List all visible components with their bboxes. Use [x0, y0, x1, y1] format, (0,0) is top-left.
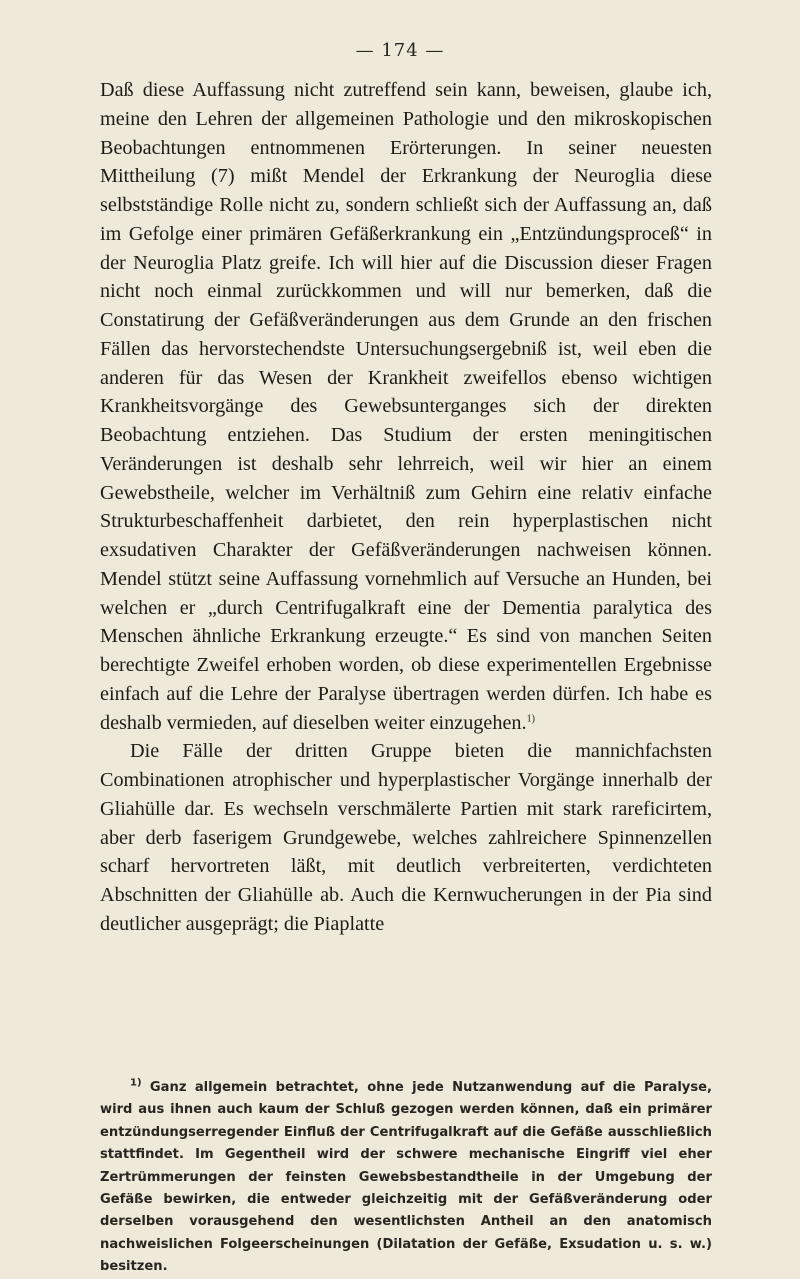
paragraph-2: Die Fälle der dritten Gruppe bieten die mannichfachsten Combinationen atrophischer und hyperplastischer Vorgänge innerhalb der Gliahülle dar. Es wechseln verschmälerte Partien mit stark rareficirtem, aber derb faserigem Grundgewebe, welches zahlreichere Spinnenzellen scharf hervortreten läßt, mit deutlich verbreiterten, verdichteten Abschnitten der Gliahülle ab. Auch die Kernwucherungen in der Pia sind deutlicher ausgeprägt; die Piaplatte	[100, 740, 712, 935]
paragraph-1-text: Daß diese Auffassung nicht zutreffend sein kann, beweisen, glaube ich, meine den Lehren der allgemeinen Pathologie und den mikroskopischen Beobachtungen entnommenen Erörterungen. In seiner neuesten Mittheilung (7) mißt Mendel der Erkrankung der Neuroglia diese selbstständige Rolle nicht zu, sondern schließt sich der Auffassung an, daß im Gefolge einer primären Gefäßerkrankung ein „Entzündungsproceß“ in der Neuroglia Platz greife. Ich will hier auf die Discussion dieser Fragen nicht noch einmal zurückkommen und will nur bemerken, daß die Constatirung der Gefäßveränderungen aus dem Grunde an den frischen Fällen das hervorstechendste Untersuchungsergebniß ist, weil eben die anderen für das Wesen der Krankheit zweifellos ebenso wichtigen Krankheitsvorgänge des Gewebsunterganges sich der direkten Beobachtung entziehen. Das Studium der ersten meningitischen Veränderungen ist deshalb sehr lehrreich, weil wir hier an einem Gewebstheile, welcher im Verhältniß zum Gehirn eine relativ einfache Strukturbeschaffenheit darbietet, den rein hyperplastischen nicht exsudativen Charakter der Gefäßveränderungen nachweisen können. Mendel stützt seine Auffassung vornehmlich auf Versuche an Hunden, bei welchen er „durch Centrifugalkraft eine der Dementia paralytica des Menschen ähnliche Erkrankung erzeugte.“ Es sind von manchen Seiten berechtigte Zweifel erhoben worden, ob diese experimentellen Ergebnisse einfach auf die Lehre der Paralyse übertragen werden dürfen. Ich habe es deshalb vermieden, auf dieselben weiter einzugehen.	[100, 79, 712, 734]
paragraph-1	[100, 76, 712, 737]
footnote-reference: 1)	[526, 712, 535, 724]
main-text	[100, 76, 712, 939]
footnote	[100, 1077, 712, 1279]
footnote-text: Ganz allgemein betrachtet, ohne jede Nutzanwendung auf die Paralyse, wird aus ihnen auch kaum der Schluß gezogen werden können, daß ein primärer entzündungserregender Einfluß der Centrifugalkraft auf die Gefäße ausschließlich stattfindet. Im Gegentheil wird der schwere mechanische Eingriff viel eher Zertrümmerungen der feinsten Gewebsbestandtheile in der Umgebung der Gefäße bewirken, die entweder gleichzeitig mit der Gefäßveränderung oder derselben vorausgehend den wesentlichsten Antheil an den anatomisch nachweislichen Folgeerscheinungen (Dilatation der Gefäße, Exsudation u. s. w.) besitzen.	[100, 1080, 712, 1275]
footnote-marker: 1)	[130, 1077, 142, 1089]
page-number: — 174 —	[355, 40, 445, 61]
